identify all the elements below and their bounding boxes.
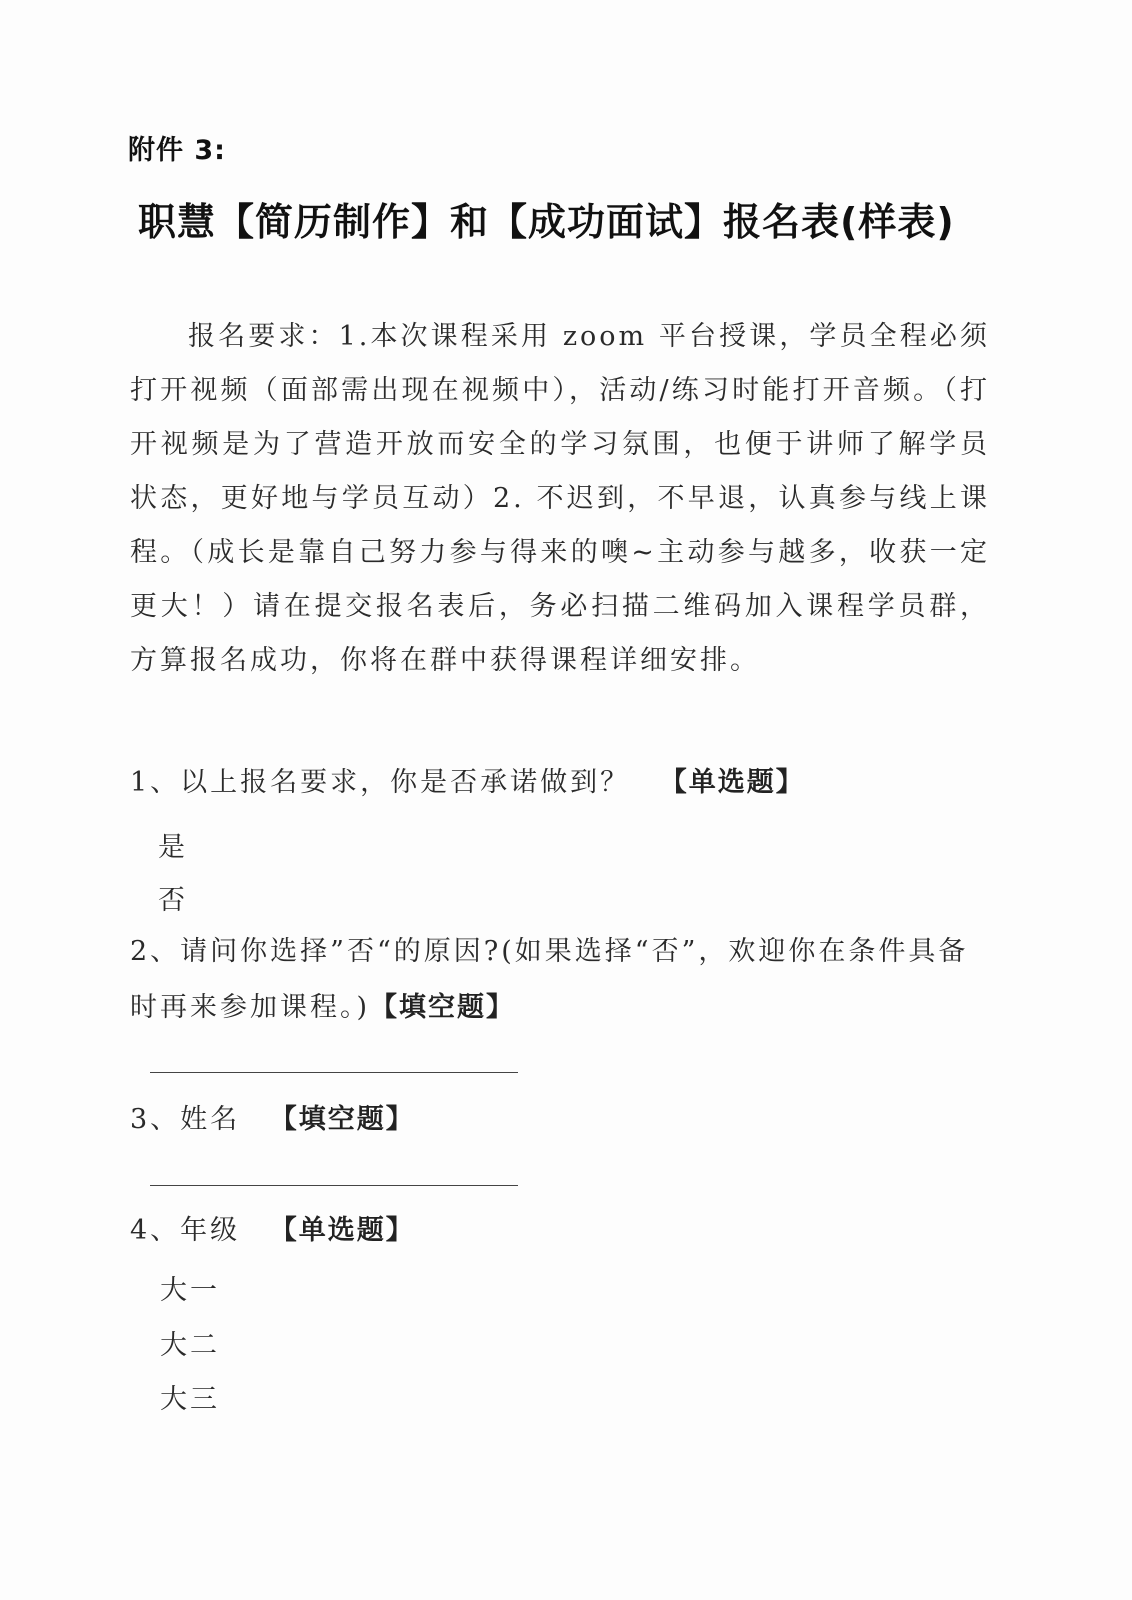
registration-requirements: 报名要求：1.本次课程采用 zoom 平台授课，学员全程必须打开视频（面部需出现在视频中），活动/练习时能打开音频。（打开视频是为了营造开放而安全的学习氛围，也便于讲师了解学员状态，更好地与学员互动）2. 不迟到，不早退，认真参与线上课程。（成长是靠自己努力参与得来的噢~主动参与越多，收获一定更大！）请在提交报名表后，务必扫描二维码加入课程学员群，方算报名成功，你将在群中获得课程详细安排。 bbox=[130, 321, 990, 676]
question-4-option-sophomore[interactable]: 大二 bbox=[160, 1330, 220, 1361]
question-3-text: 3、姓名 bbox=[130, 1104, 241, 1135]
question-2 bbox=[130, 924, 990, 1036]
question-2-answer-blank[interactable] bbox=[150, 1072, 518, 1073]
question-1-option-no[interactable]: 否 bbox=[158, 885, 188, 916]
document-title: 职慧【简历制作】和【成功面试】报名表(样表) bbox=[138, 200, 955, 244]
question-4 bbox=[130, 1208, 415, 1247]
question-1-type: 【单选题】 bbox=[659, 767, 805, 798]
question-4-text: 4、年级 bbox=[130, 1215, 241, 1246]
question-1-option-yes[interactable]: 是 bbox=[158, 832, 188, 863]
question-3 bbox=[130, 1097, 415, 1136]
question-1 bbox=[130, 760, 805, 799]
question-2-type: 【填空题】 bbox=[370, 992, 516, 1023]
attachment-label: 附件 3: bbox=[128, 135, 226, 166]
question-3-answer-blank[interactable] bbox=[150, 1185, 518, 1186]
question-4-option-junior[interactable]: 大三 bbox=[160, 1384, 220, 1415]
question-2-text: 2、请问你选择”否“的原因?(如果选择“否”，欢迎你在条件具备时再来参加课程。) bbox=[130, 936, 969, 1023]
question-1-text: 1、以上报名要求，你是否承诺做到？ bbox=[130, 767, 631, 798]
question-4-type: 【单选题】 bbox=[269, 1215, 415, 1246]
question-4-option-freshman[interactable]: 大一 bbox=[160, 1275, 220, 1306]
question-3-type: 【填空题】 bbox=[269, 1104, 415, 1135]
